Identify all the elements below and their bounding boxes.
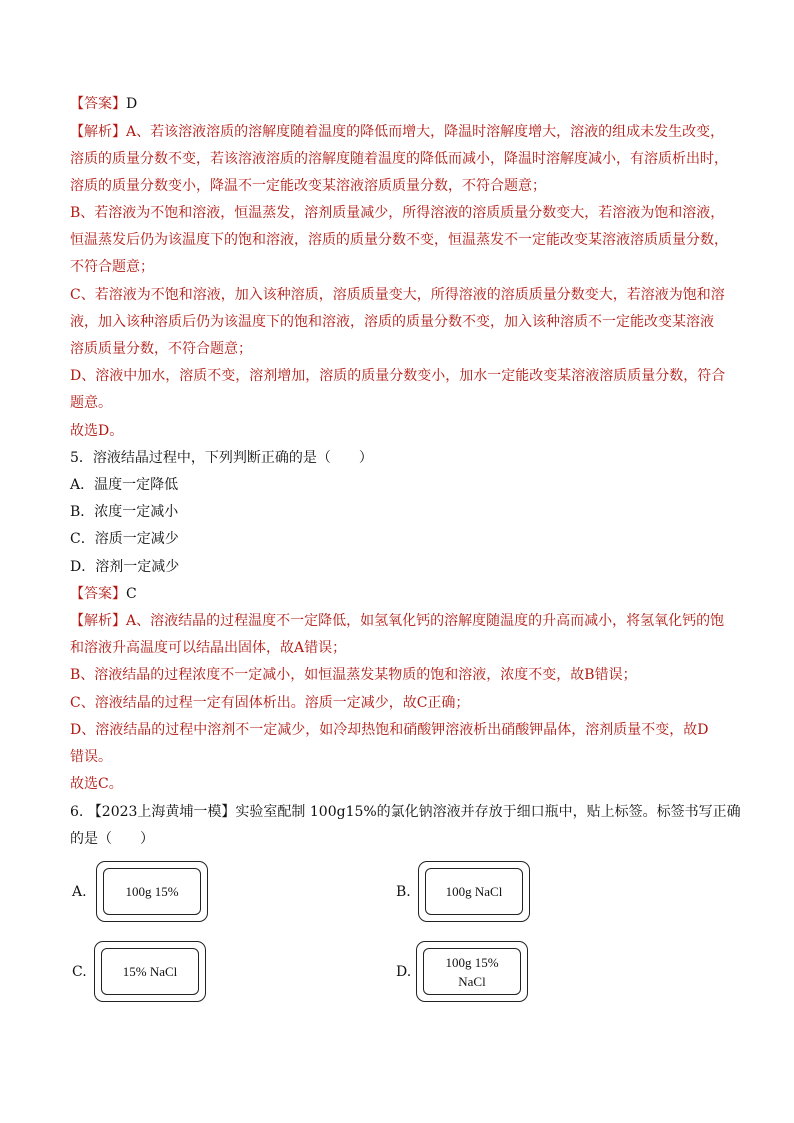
q5-analysis-line-4: D、溶液结晶的过程中溶剂不一定减少，如冷却热饱和硝酸钾溶液析出硝酸钾晶体，溶剂质量不变，故D bbox=[70, 722, 709, 738]
q6-option-a-label bbox=[96, 861, 208, 922]
q5-analysis-line-6: 故选C。 bbox=[70, 776, 123, 792]
q5-option-b: B．浓度一定减小 bbox=[70, 504, 179, 520]
label-text: NaCl bbox=[458, 973, 486, 989]
analysis-tag: 【解析】 bbox=[70, 613, 126, 629]
label-text: 100g NaCl bbox=[445, 884, 503, 899]
q6-stem-line-1: 的是（ ） bbox=[70, 831, 154, 847]
q4-answer bbox=[70, 94, 730, 114]
label-text: 100g 15% bbox=[125, 884, 179, 899]
q4-analysis-line-3: B、若溶液为不饱和溶液，恒温蒸发，溶剂质量减少，所得溶液的溶质质量分数变大，若溶液为饱和溶液， bbox=[70, 205, 725, 221]
q5-analysis-line-5: 错误。 bbox=[70, 749, 112, 765]
q5-analysis-line-2: B、溶液结晶的过程浓度不一定减小，如恒温蒸发某物质的饱和溶液，浓度不变，故B错误； bbox=[70, 667, 637, 683]
answer-value: C bbox=[126, 586, 137, 602]
q5-analysis-line-3: C、溶液结晶的过程一定有固体析出。溶质一定减少，故C正确； bbox=[70, 695, 470, 711]
q5-option-a: A．温度一定降低 bbox=[70, 477, 179, 493]
q4-analysis-line-1: 溶质的质量分数不变，若该溶液溶质的溶解度随着温度的降低而减小，降温时溶解度减小，有溶质析出时， bbox=[70, 151, 728, 167]
label-text: 15% NaCl bbox=[122, 964, 178, 979]
q4-analysis-line-6: C、若溶液为不饱和溶液，加入该种溶质，溶质质量变大，所得溶液的溶质质量分数变大，若溶液为饱和溶 bbox=[70, 287, 725, 303]
answer-tag: 【答案】 bbox=[70, 96, 126, 112]
q4-analysis-line-0: 【解析】A、若该溶液溶质的溶解度随着温度的降低而增大，降温时溶解度增大，溶液的组成未发生改变， bbox=[70, 124, 725, 140]
q6-option-a-letter: A. bbox=[72, 884, 87, 900]
q5-answer bbox=[70, 584, 730, 604]
answer-value: D bbox=[126, 96, 138, 112]
q4-analysis-line-4: 恒温蒸发后仍为该温度下的饱和溶液，溶质的质量分数不变，恒温蒸发不一定能改变某溶液溶质质量分数， bbox=[70, 232, 728, 248]
q4-analysis-line-2: 溶质的质量分数变小，降温不一定能改变某溶液溶质质量分数，不符合题意； bbox=[70, 178, 546, 194]
analysis-tag: 【解析】 bbox=[70, 124, 126, 140]
q5-stem: 5．溶液结晶过程中，下列判断正确的是（ ） bbox=[70, 450, 373, 466]
q4-analysis-line-7: 液，加入该种溶质后仍为该温度下的饱和溶液，溶质的质量分数不变，加入该种溶质不一定能改变某溶液 bbox=[70, 314, 714, 330]
q4-analysis-line-10: 题意。 bbox=[70, 395, 112, 411]
q6-stem-line-0: 6. 【2023上海黄埔一模】实验室配制 100g15%的氯化钠溶液并存放于细口瓶中，贴上标签。标签书写正确 bbox=[70, 804, 741, 820]
q6-option-c-label bbox=[94, 941, 206, 1002]
q4-analysis-line-8: 溶质质量分数，不符合题意； bbox=[70, 341, 252, 357]
q4-analysis-line-5: 不符合题意； bbox=[70, 259, 154, 275]
q6-option-d-label bbox=[416, 941, 528, 1002]
q6-option-b-label bbox=[418, 861, 530, 922]
q5-analysis-line-0: 【解析】A、溶液结晶的过程温度不一定降低，如氢氧化钙的溶解度随温度的升高而减小，将氢氧化钙的饱 bbox=[70, 613, 725, 629]
q5-option-c: C．溶质一定减少 bbox=[70, 531, 179, 547]
q5-analysis-line-1: 和溶液升高温度可以结晶出固体，故A错误； bbox=[70, 640, 347, 656]
q4-analysis-line-9: D、溶液中加水，溶质不变，溶剂增加，溶质的质量分数变小，加水一定能改变某溶液溶质质量分数，符合 bbox=[70, 368, 726, 384]
q6-option-d-letter: D. bbox=[396, 964, 412, 980]
label-text: 100g 15% bbox=[445, 954, 499, 970]
q4-analysis-line-11: 故选D。 bbox=[70, 423, 124, 439]
q5-option-d: D．溶剂一定减少 bbox=[70, 559, 180, 575]
q6-option-b-letter: B. bbox=[396, 884, 411, 900]
answer-tag: 【答案】 bbox=[70, 586, 126, 602]
q6-option-c-letter: C. bbox=[72, 964, 87, 980]
